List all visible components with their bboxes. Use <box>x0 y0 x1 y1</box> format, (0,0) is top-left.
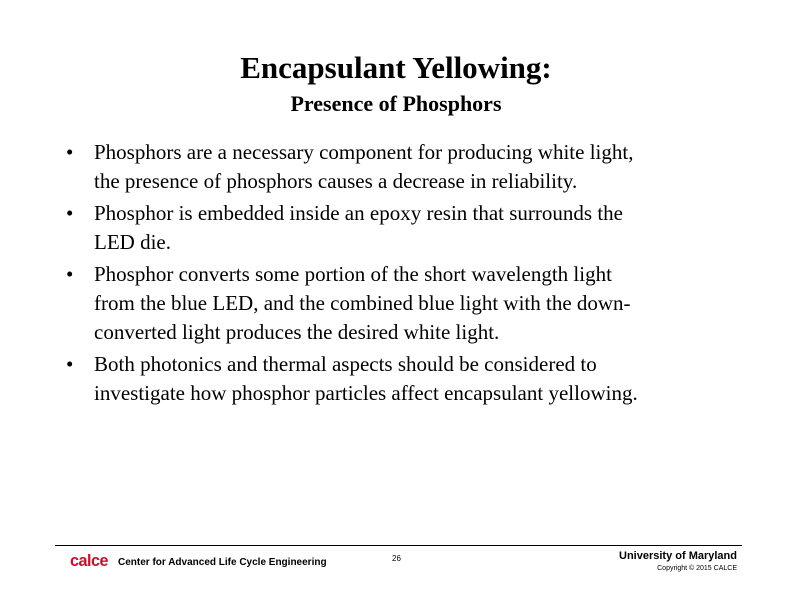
bullet-line: the presence of phosphors causes a decrease in reliability. <box>94 169 578 193</box>
bullet-line: LED die. <box>94 230 171 254</box>
bullet-dot-icon: • <box>66 140 74 164</box>
page-number: 26 <box>392 554 401 563</box>
bullet-item <box>60 199 740 257</box>
bullet-line: Phosphor converts some portion of the short wavelength light <box>94 262 612 286</box>
bullet-item <box>60 260 740 347</box>
copyright-notice: Copyright © 2015 CALCE <box>657 565 737 572</box>
bullet-dot-icon: • <box>66 262 74 286</box>
bullet-line: converted light produces the desired white light. <box>94 320 500 344</box>
slide-subtitle: Presence of Phosphors <box>290 91 502 116</box>
bullet-line: Phosphor is embedded inside an epoxy resin that surrounds the <box>94 201 623 225</box>
bullet-line: from the blue LED, and the combined blue light with the down- <box>94 291 631 315</box>
center-name: Center for Advanced Life Cycle Engineering <box>118 557 327 568</box>
footer-divider <box>55 545 742 546</box>
bullet-list <box>60 138 740 411</box>
bullet-dot-icon: • <box>66 201 74 225</box>
bullet-line: Both photonics and thermal aspects should be considered to <box>94 352 597 376</box>
bullet-line: Phosphors are a necessary component for producing white light, <box>94 140 634 164</box>
slide-title: Encapsulant Yellowing: <box>240 50 552 85</box>
bullet-line: investigate how phosphor particles affect encapsulant yellowing. <box>94 381 638 405</box>
calce-logo: calce <box>70 551 109 570</box>
bullet-dot-icon: • <box>66 352 74 376</box>
university-name: University of Maryland <box>619 550 737 562</box>
bullet-item <box>60 350 740 408</box>
bullet-item <box>60 138 740 196</box>
